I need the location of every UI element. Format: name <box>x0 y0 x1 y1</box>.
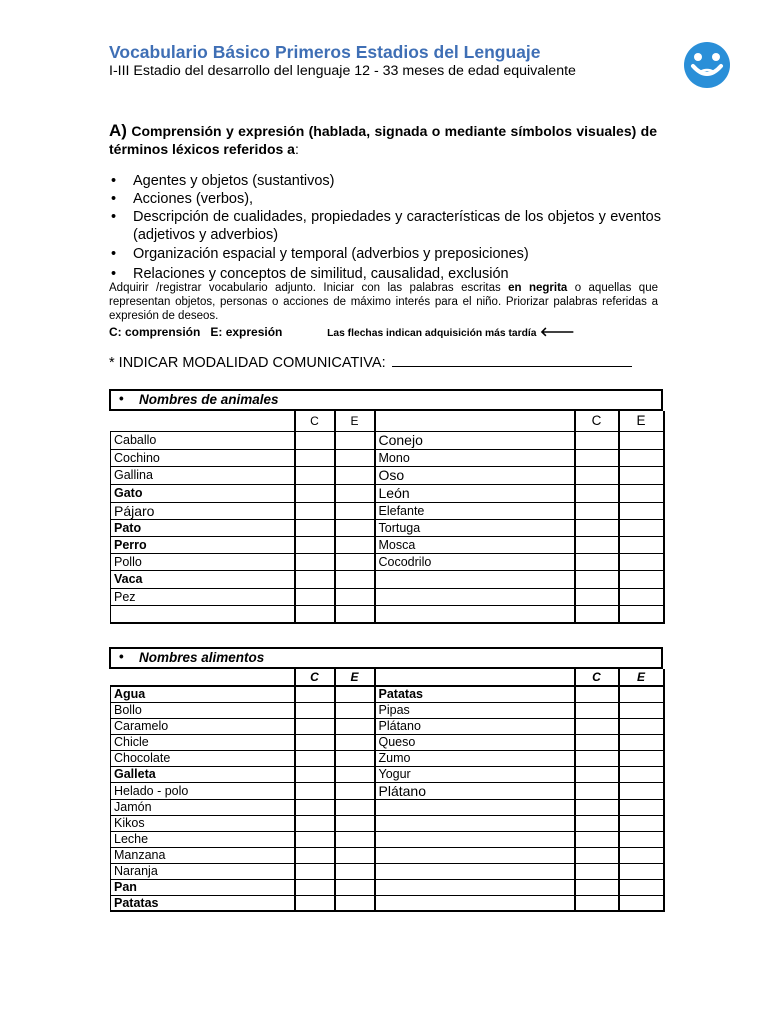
alimentos-header-box <box>109 647 663 669</box>
comprension-checkbox-cell[interactable] <box>575 588 619 605</box>
expresion-checkbox-cell[interactable] <box>619 766 664 782</box>
expresion-checkbox-cell[interactable] <box>335 718 375 734</box>
word-cell <box>375 831 575 847</box>
comprension-checkbox-cell[interactable] <box>295 502 335 519</box>
table-row <box>111 686 664 702</box>
table-row <box>111 734 664 750</box>
expresion-checkbox-cell[interactable] <box>619 734 664 750</box>
word-cell: Vaca <box>111 570 295 588</box>
alimentos-table <box>110 669 665 912</box>
expresion-checkbox-cell[interactable] <box>335 734 375 750</box>
comprension-checkbox-cell[interactable] <box>295 863 335 879</box>
expresion-checkbox-cell[interactable] <box>619 895 664 911</box>
word-cell: Agua <box>111 686 295 702</box>
word-cell: Chicle <box>111 734 295 750</box>
word-cell: Mono <box>375 449 575 466</box>
word-cell <box>375 895 575 911</box>
expresion-checkbox-cell[interactable] <box>335 570 375 588</box>
section-intro-text: Comprensión y expresión (hablada, signada o mediante símbolos visuales) de términos léxicos referidos a <box>109 123 658 157</box>
expresion-checkbox-cell[interactable] <box>335 831 375 847</box>
expresion-checkbox-cell[interactable] <box>335 847 375 863</box>
table-row <box>111 484 664 502</box>
expresion-checkbox-cell[interactable] <box>619 536 664 553</box>
expresion-checkbox-cell[interactable] <box>619 519 664 536</box>
category-bullet-list <box>109 173 661 285</box>
intro-colon: : <box>294 141 299 157</box>
table-row <box>111 766 664 782</box>
expresion-checkbox-cell[interactable] <box>335 782 375 799</box>
word-cell: Conejo <box>375 431 575 449</box>
word-cell: Patatas <box>111 895 295 911</box>
table-row <box>111 449 664 466</box>
animales-table <box>110 411 665 624</box>
bullet-icon: • <box>119 649 124 664</box>
comprension-checkbox-cell[interactable] <box>575 449 619 466</box>
word-cell: Chocolate <box>111 750 295 766</box>
modalidad-input-line[interactable] <box>392 354 632 367</box>
word-cell: Pipas <box>375 702 575 718</box>
table-row <box>111 863 664 879</box>
comprension-checkbox-cell[interactable] <box>575 863 619 879</box>
comprension-checkbox-cell[interactable] <box>295 431 335 449</box>
smiley-logo-icon <box>684 42 730 88</box>
table-header-row <box>111 669 664 686</box>
empty-header-cell <box>111 669 295 686</box>
expresion-checkbox-cell[interactable] <box>619 702 664 718</box>
word-cell: Leche <box>111 831 295 847</box>
expresion-checkbox-cell[interactable] <box>335 702 375 718</box>
comprension-checkbox-cell[interactable] <box>295 686 335 702</box>
table-row <box>111 588 664 605</box>
column-e-header: E <box>619 669 664 686</box>
word-cell: Plátano <box>375 718 575 734</box>
table-row <box>111 553 664 570</box>
table-row <box>111 879 664 895</box>
comprension-checkbox-cell[interactable] <box>295 570 335 588</box>
table-row <box>111 431 664 449</box>
comprension-checkbox-cell[interactable] <box>295 815 335 831</box>
comprension-checkbox-cell[interactable] <box>295 895 335 911</box>
word-cell: Plátano <box>375 782 575 799</box>
word-cell: Caramelo <box>111 718 295 734</box>
comprension-checkbox-cell[interactable] <box>295 799 335 815</box>
comprension-checkbox-cell[interactable] <box>575 570 619 588</box>
category-bullet-item: • Agentes y objetos (sustantivos) <box>109 173 661 191</box>
word-cell: Zumo <box>375 750 575 766</box>
expresion-checkbox-cell[interactable] <box>619 466 664 484</box>
column-c-header: C <box>295 411 335 431</box>
expresion-checkbox-cell[interactable] <box>335 502 375 519</box>
word-cell: Gallina <box>111 466 295 484</box>
word-cell: León <box>375 484 575 502</box>
expresion-checkbox-cell[interactable] <box>335 466 375 484</box>
comprension-checkbox-cell[interactable] <box>575 734 619 750</box>
expresion-checkbox-cell[interactable] <box>619 831 664 847</box>
table-row <box>111 799 664 815</box>
legend-comprension: C: comprensión <box>109 325 201 339</box>
expresion-checkbox-cell[interactable] <box>619 502 664 519</box>
expresion-checkbox-cell[interactable] <box>335 863 375 879</box>
comprension-checkbox-cell[interactable] <box>575 431 619 449</box>
comprension-checkbox-cell[interactable] <box>575 718 619 734</box>
column-e-header: E <box>619 411 664 431</box>
comprension-checkbox-cell[interactable] <box>295 766 335 782</box>
column-e-header: E <box>335 411 375 431</box>
expresion-checkbox-cell[interactable] <box>619 431 664 449</box>
expresion-checkbox-cell[interactable] <box>335 895 375 911</box>
word-cell: Elefante <box>375 502 575 519</box>
comprension-checkbox-cell[interactable] <box>295 879 335 895</box>
table-header-row <box>111 411 664 431</box>
word-cell <box>375 815 575 831</box>
comprension-checkbox-cell[interactable] <box>295 718 335 734</box>
table-row <box>111 502 664 519</box>
expresion-checkbox-cell[interactable] <box>619 863 664 879</box>
comprension-checkbox-cell[interactable] <box>575 519 619 536</box>
comprension-checkbox-cell[interactable] <box>295 702 335 718</box>
expresion-checkbox-cell[interactable] <box>335 605 375 623</box>
comprension-checkbox-cell[interactable] <box>575 895 619 911</box>
instructions-note <box>109 282 658 323</box>
table-row <box>111 750 664 766</box>
modalidad-label: * INDICAR MODALIDAD COMUNICATIVA: <box>109 355 386 371</box>
word-cell: Cocodrilo <box>375 553 575 570</box>
comprension-checkbox-cell[interactable] <box>575 686 619 702</box>
expresion-checkbox-cell[interactable] <box>619 815 664 831</box>
expresion-checkbox-cell[interactable] <box>619 570 664 588</box>
word-cell: Queso <box>375 734 575 750</box>
word-cell: Pollo <box>111 553 295 570</box>
comprension-checkbox-cell[interactable] <box>575 799 619 815</box>
word-cell <box>375 879 575 895</box>
expresion-checkbox-cell[interactable] <box>619 847 664 863</box>
table-row <box>111 831 664 847</box>
expresion-checkbox-cell[interactable] <box>335 766 375 782</box>
legend-expresion: E: expresión <box>210 325 283 339</box>
expresion-checkbox-cell[interactable] <box>619 588 664 605</box>
table-row <box>111 718 664 734</box>
word-cell: Pato <box>111 519 295 536</box>
section-letter: A) <box>109 121 127 140</box>
comprension-checkbox-cell[interactable] <box>575 484 619 502</box>
section-a-intro <box>109 122 657 158</box>
table-row <box>111 536 664 553</box>
table-row <box>111 847 664 863</box>
word-cell: Helado - polo <box>111 782 295 799</box>
column-c-header: C <box>575 669 619 686</box>
word-cell: Pájaro <box>111 502 295 519</box>
table-row <box>111 815 664 831</box>
bullet-icon: • <box>119 391 124 406</box>
word-cell: Pez <box>111 588 295 605</box>
note-bold: en negrita <box>508 282 568 294</box>
word-cell <box>375 605 575 623</box>
word-cell <box>375 847 575 863</box>
comprension-checkbox-cell[interactable] <box>295 588 335 605</box>
note-text-2: o aquellas que representan objetos, personas o acciones de máximo interés para el niño. Priorizar palabras referidas a expresión de deseos. <box>109 282 658 322</box>
legend-arrows-text: Las flechas indican adquisición más tardía <box>327 328 537 339</box>
page-subtitle: I-III Estadio del desarrollo del lenguaje 12 - 33 meses de edad equivalente <box>109 63 576 79</box>
expresion-checkbox-cell[interactable] <box>619 782 664 799</box>
word-cell: Tortuga <box>375 519 575 536</box>
comprension-checkbox-cell[interactable] <box>295 519 335 536</box>
legend-line <box>109 324 669 340</box>
expresion-checkbox-cell[interactable] <box>619 605 664 623</box>
table-row <box>111 605 664 623</box>
expresion-checkbox-cell[interactable] <box>335 519 375 536</box>
expresion-checkbox-cell[interactable] <box>619 718 664 734</box>
comprension-checkbox-cell[interactable] <box>575 782 619 799</box>
word-cell: Jamón <box>111 799 295 815</box>
comprension-checkbox-cell[interactable] <box>295 466 335 484</box>
comprension-checkbox-cell[interactable] <box>575 502 619 519</box>
table-row <box>111 895 664 911</box>
word-cell: Perro <box>111 536 295 553</box>
comprension-checkbox-cell[interactable] <box>295 847 335 863</box>
comprension-checkbox-cell[interactable] <box>295 782 335 799</box>
expresion-checkbox-cell[interactable] <box>335 686 375 702</box>
comprension-checkbox-cell[interactable] <box>295 831 335 847</box>
expresion-checkbox-cell[interactable] <box>619 686 664 702</box>
animales-header-box <box>109 389 663 411</box>
word-cell: Kikos <box>111 815 295 831</box>
expresion-checkbox-cell[interactable] <box>335 553 375 570</box>
comprension-checkbox-cell[interactable] <box>295 605 335 623</box>
word-cell: Pan <box>111 879 295 895</box>
word-cell: Manzana <box>111 847 295 863</box>
expresion-checkbox-cell[interactable] <box>619 553 664 570</box>
word-cell: Galleta <box>111 766 295 782</box>
expresion-checkbox-cell[interactable] <box>335 449 375 466</box>
expresion-checkbox-cell[interactable] <box>619 879 664 895</box>
table-row <box>111 782 664 799</box>
table-row <box>111 702 664 718</box>
category-bullet-item: • Organización espacial y temporal (adverbios y preposiciones) <box>109 246 661 264</box>
word-cell: Cochino <box>111 449 295 466</box>
comprension-checkbox-cell[interactable] <box>295 734 335 750</box>
empty-header-cell <box>375 669 575 686</box>
page-title: Vocabulario Básico Primeros Estadios del Lenguaje <box>109 42 541 62</box>
table-row <box>111 466 664 484</box>
note-text-1: Adquirir /registrar vocabulario adjunto. Iniciar con las palabras escritas <box>109 282 509 294</box>
word-cell <box>375 588 575 605</box>
expresion-checkbox-cell[interactable] <box>335 879 375 895</box>
comprension-checkbox-cell[interactable] <box>295 536 335 553</box>
expresion-checkbox-cell[interactable] <box>619 484 664 502</box>
column-c-header: C <box>575 411 619 431</box>
word-cell: Gato <box>111 484 295 502</box>
modalidad-line <box>109 354 632 371</box>
expresion-checkbox-cell[interactable] <box>335 815 375 831</box>
empty-header-cell <box>111 411 295 431</box>
column-c-header: C <box>295 669 335 686</box>
comprension-checkbox-cell[interactable] <box>295 553 335 570</box>
expresion-checkbox-cell[interactable] <box>335 799 375 815</box>
word-cell: Yogur <box>375 766 575 782</box>
word-cell: Naranja <box>111 863 295 879</box>
expresion-checkbox-cell[interactable] <box>335 588 375 605</box>
expresion-checkbox-cell[interactable] <box>335 431 375 449</box>
word-cell: Oso <box>375 466 575 484</box>
animales-title: Nombres de animales <box>139 392 279 407</box>
comprension-checkbox-cell[interactable] <box>575 847 619 863</box>
comprension-checkbox-cell[interactable] <box>295 750 335 766</box>
category-bullet-item: • Acciones (verbos), <box>109 191 661 209</box>
word-cell <box>375 799 575 815</box>
word-cell <box>375 863 575 879</box>
expresion-checkbox-cell[interactable] <box>619 799 664 815</box>
left-arrow-icon: 🡐 <box>539 324 575 339</box>
comprension-checkbox-cell[interactable] <box>575 536 619 553</box>
expresion-checkbox-cell[interactable] <box>335 536 375 553</box>
comprension-checkbox-cell[interactable] <box>575 605 619 623</box>
alimentos-title: Nombres alimentos <box>139 650 265 665</box>
comprension-checkbox-cell[interactable] <box>575 750 619 766</box>
word-cell: Caballo <box>111 431 295 449</box>
comprension-checkbox-cell[interactable] <box>575 466 619 484</box>
expresion-checkbox-cell[interactable] <box>335 750 375 766</box>
comprension-checkbox-cell[interactable] <box>575 702 619 718</box>
expresion-checkbox-cell[interactable] <box>335 484 375 502</box>
word-cell <box>375 570 575 588</box>
comprension-checkbox-cell[interactable] <box>295 484 335 502</box>
word-cell <box>111 605 295 623</box>
category-bullet-item: • Descripción de cualidades, propiedades y características de los objetos y eventos (adjetivos y adverbios) <box>109 209 661 244</box>
comprension-checkbox-cell[interactable] <box>575 831 619 847</box>
word-cell: Bollo <box>111 702 295 718</box>
column-e-header: E <box>335 669 375 686</box>
comprension-checkbox-cell[interactable] <box>575 553 619 570</box>
table-row <box>111 570 664 588</box>
expresion-checkbox-cell[interactable] <box>619 449 664 466</box>
table-row <box>111 519 664 536</box>
word-cell: Mosca <box>375 536 575 553</box>
empty-header-cell <box>375 411 575 431</box>
comprension-checkbox-cell[interactable] <box>295 449 335 466</box>
comprension-checkbox-cell[interactable] <box>575 766 619 782</box>
word-cell: Patatas <box>375 686 575 702</box>
comprension-checkbox-cell[interactable] <box>575 815 619 831</box>
category-bullet-item: • Relaciones y conceptos de similitud, causalidad, exclusión <box>109 266 661 284</box>
comprension-checkbox-cell[interactable] <box>575 879 619 895</box>
expresion-checkbox-cell[interactable] <box>619 750 664 766</box>
